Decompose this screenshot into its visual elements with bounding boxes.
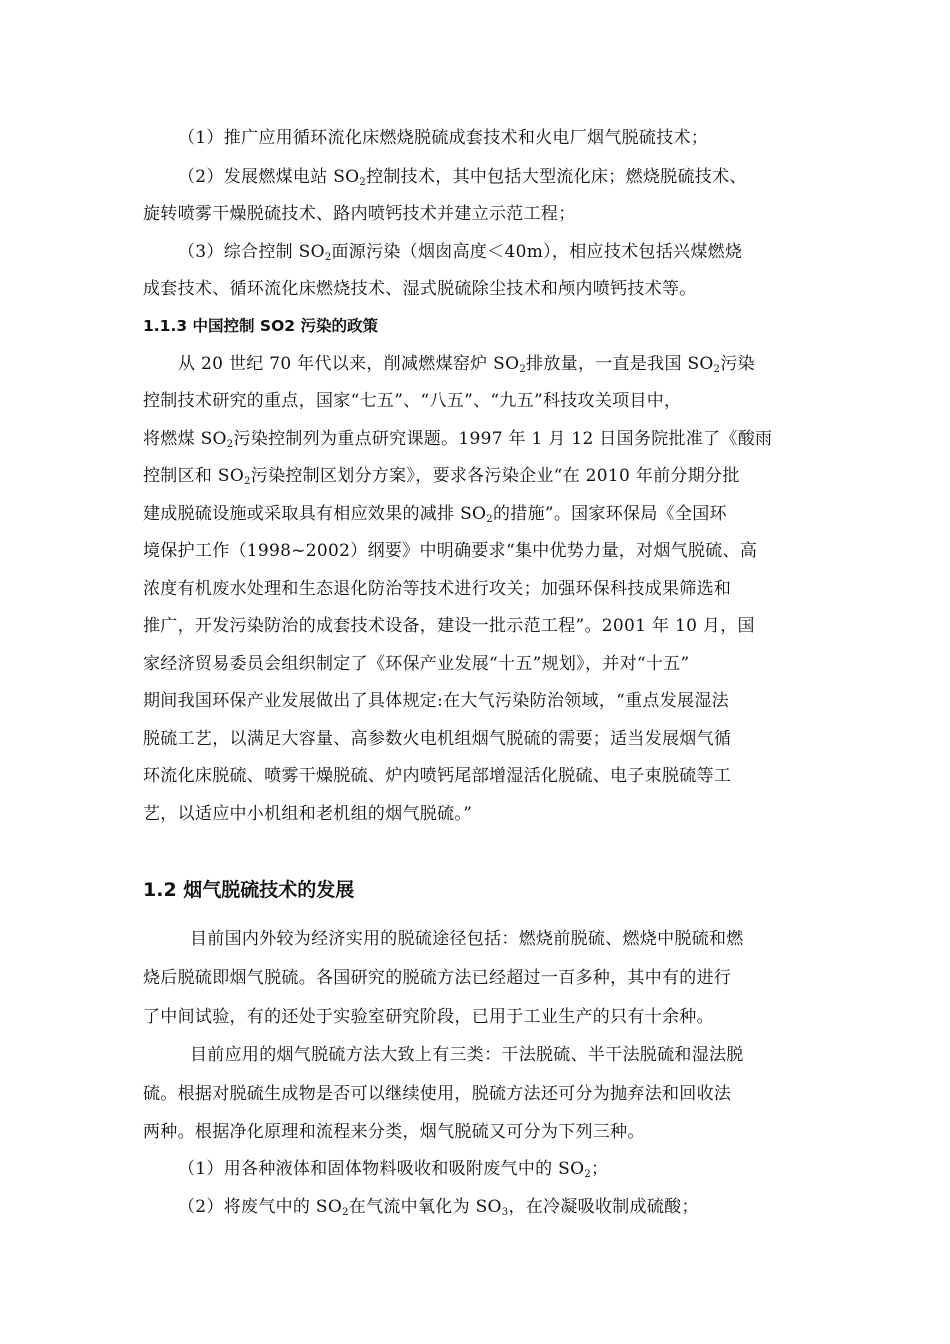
- list-item-2: （2）发展燃煤电站 $SO_2$控制技术，其中包括大型流化床；燃烧脱硫技术、: [178, 167, 747, 188]
- paragraph-line: 从 20 世纪 70 年代以来，削减燃煤窑炉 $SO_2$排放量，一直是我国 $SO_2$污染: [178, 354, 755, 375]
- paragraph-line: 建成脱硫设施或采取具有相应效果的减排 $SO_2$的措施”。国家环保局《全国环: [143, 504, 727, 525]
- section-heading-1-1-3: 1.1.3 中国控制 SO2 污染的政策: [143, 317, 378, 335]
- paragraph-line: 控制技术研究的重点，国家“七五”、“八五”、“九五”科技攻关项目中，: [143, 391, 682, 411]
- paragraph-line: 期间我国环保产业发展做出了具体规定:在大气污染防治领域，“重点发展湿法: [143, 691, 729, 711]
- list-item-1: （1）用各种液体和固体物料吸收和吸附废气中的 $SO_2$；: [178, 1159, 609, 1180]
- list-item-3-cont: 成套技术、循环流化床燃烧技术、湿式脱硫除尘技术和颅内喷钙技术等。: [143, 279, 697, 299]
- paragraph-line: 烧后脱硫即烟气脱硫。各国研究的脱硫方法已经超过一百多种，其中有的进行: [143, 968, 732, 988]
- section-heading-1-2: 1.2 烟气脱硫技术的发展: [143, 879, 355, 901]
- paragraph-line: 硫。根据对脱硫生成物是否可以继续使用，脱硫方法还可分为抛弃法和回收法: [143, 1084, 732, 1104]
- list-item-1: （1）推广应用循环流化床燃烧脱硫成套技术和火电厂烟气脱硫技术；: [178, 128, 709, 148]
- paragraph-line: 控制区和 $SO_2$污染控制区划分方案》，要求各污染企业“在 2010 年前分期分批: [143, 466, 740, 487]
- paragraph-line: 环流化床脱硫、喷雾干燥脱硫、炉内喷钙尾部增湿活化脱硫、电子束脱硫等工: [143, 766, 732, 786]
- list-item-2: （2）将废气中的 $SO_2$在气流中氧化为 $SO_3$，在冷凝吸收制成硫酸；: [178, 1197, 699, 1218]
- list-item-3: （3）综合控制 $SO_2$面源污染（烟囱高度＜40m），相应技术包括兴煤燃烧: [178, 242, 743, 263]
- paragraph-line: 目前国内外较为经济实用的脱硫途径包括：燃烧前脱硫、燃烧中脱硫和燃: [190, 929, 744, 949]
- paragraph-line: 将燃煤 $SO_2$污染控制列为重点研究课题。1997 年 1 月 12 日国务院批准了《酸雨: [143, 429, 773, 450]
- paragraph-line: 境保护工作（1998~2002）纲要》中明确要求“集中优势力量，对烟气脱硫、高: [143, 541, 758, 561]
- paragraph-line: 推广，开发污染防治的成套技术设备，建设一批示范工程”。2001 年 10 月，国: [143, 616, 755, 636]
- paragraph-line: 了中间试验，有的还处于实验室研究阶段，已用于工业生产的只有十余种。: [143, 1007, 714, 1027]
- paragraph-line: 脱硫工艺，以满足大容量、高参数火电机组烟气脱硫的需要；适当发展烟气循: [143, 729, 732, 749]
- paragraph-line: 浓度有机废水处理和生态退化防治等技术进行攻关；加强环保科技成果筛选和: [143, 579, 732, 599]
- paragraph-line: 两种。根据净化原理和流程来分类，烟气脱硫又可分为下列三种。: [143, 1122, 645, 1142]
- paragraph-line: 家经济贸易委员会组织制定了《环保产业发展“十五”规划》，并对“十五”: [143, 654, 690, 674]
- paragraph-line: 艺，以适应中小机组和老机组的烟气脱硫。”: [143, 804, 473, 824]
- paragraph-line: 目前应用的烟气脱硫方法大致上有三类：干法脱硫、半干法脱硫和湿法脱: [190, 1045, 744, 1065]
- list-item-2-cont: 旋转喷雾干燥脱硫技术、路内喷钙技术并建立示范工程；: [143, 204, 576, 224]
